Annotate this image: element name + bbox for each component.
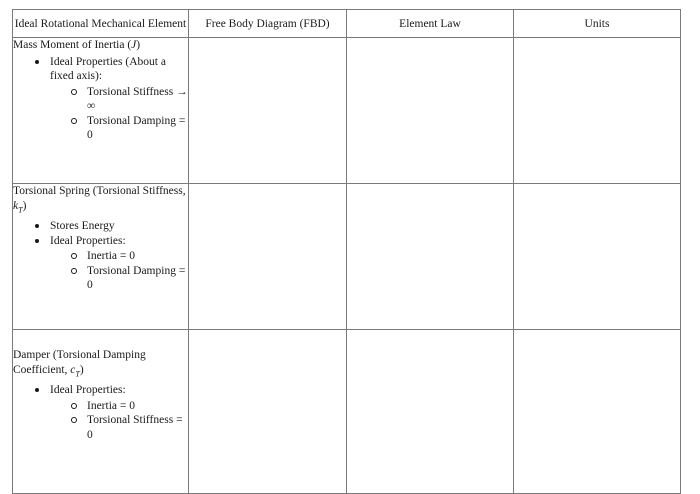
fbd-cell-spring[interactable] (189, 184, 347, 330)
element-law-cell-inertia[interactable] (347, 38, 514, 184)
element-law-cell-spring[interactable] (347, 184, 514, 330)
sub-bullet-item (13, 399, 188, 414)
bullet-item (13, 383, 188, 442)
bullet-item (13, 219, 188, 234)
element-cell-inertia (13, 38, 189, 184)
sub-bullet-text: Torsional Stiffness → ∞ (87, 85, 188, 112)
sub-bullet-text: Inertia = 0 (87, 250, 135, 263)
fbd-cell-inertia[interactable] (189, 38, 347, 184)
bullet-text: Ideal Properties: (50, 384, 126, 397)
sub-bullet-item (13, 249, 188, 264)
header-units: Units (514, 10, 681, 38)
sub-bullet-item (13, 264, 188, 293)
element-cell-damper (13, 330, 189, 494)
bullet-item (13, 55, 188, 143)
element-law-cell-damper[interactable] (347, 330, 514, 494)
header-fbd: Free Body Diagram (FBD) (189, 10, 347, 38)
bullet-text: Stores Energy (50, 220, 115, 233)
header-row (13, 10, 681, 38)
header-element-law: Element Law (347, 10, 514, 38)
element-cell-spring (13, 184, 189, 330)
title-end: ) (22, 199, 27, 212)
sub-bullet-item (13, 413, 188, 442)
header-element: Ideal Rotational Mechanical Element (13, 10, 189, 38)
sub-bullet-item (13, 85, 188, 114)
symbol-spring: $k_T$ (13, 199, 23, 214)
title-end: ) (136, 39, 141, 51)
symbol-inertia: J (131, 39, 137, 51)
element-title (13, 38, 188, 53)
sub-bullet-item (13, 114, 188, 143)
title-end: ) (79, 363, 84, 376)
title-text: Damper (Torsional Damping Coefficient, (13, 349, 146, 376)
sub-bullet-text: Torsional Damping = 0 (87, 264, 186, 292)
fbd-cell-damper[interactable] (189, 330, 347, 494)
table-row-inertia (13, 38, 681, 184)
units-cell-inertia[interactable] (514, 38, 681, 184)
bullet-item (13, 234, 188, 293)
sub-bullet-text: Inertia = 0 (87, 399, 135, 412)
units-cell-damper[interactable] (514, 330, 681, 494)
bullet-text: Ideal Properties (About a fixed axis): (50, 55, 166, 82)
sub-bullet-text: Torsional Stiffness = 0 (87, 414, 183, 441)
title-text: Mass Moment of Inertia ( (13, 39, 132, 51)
element-title (13, 348, 188, 381)
sub-bullet-text: Torsional Damping = 0 (87, 114, 186, 141)
element-title (13, 184, 188, 217)
units-cell-spring[interactable] (514, 184, 681, 330)
bullet-text: Ideal Properties: (50, 234, 126, 247)
rotational-elements-table (12, 9, 681, 494)
symbol-damper: $c_T$ (70, 363, 80, 378)
title-text: Torsional Spring (Torsional Stiffness, (13, 185, 186, 197)
table-row-spring (13, 184, 681, 330)
table-row-damper (13, 330, 681, 494)
